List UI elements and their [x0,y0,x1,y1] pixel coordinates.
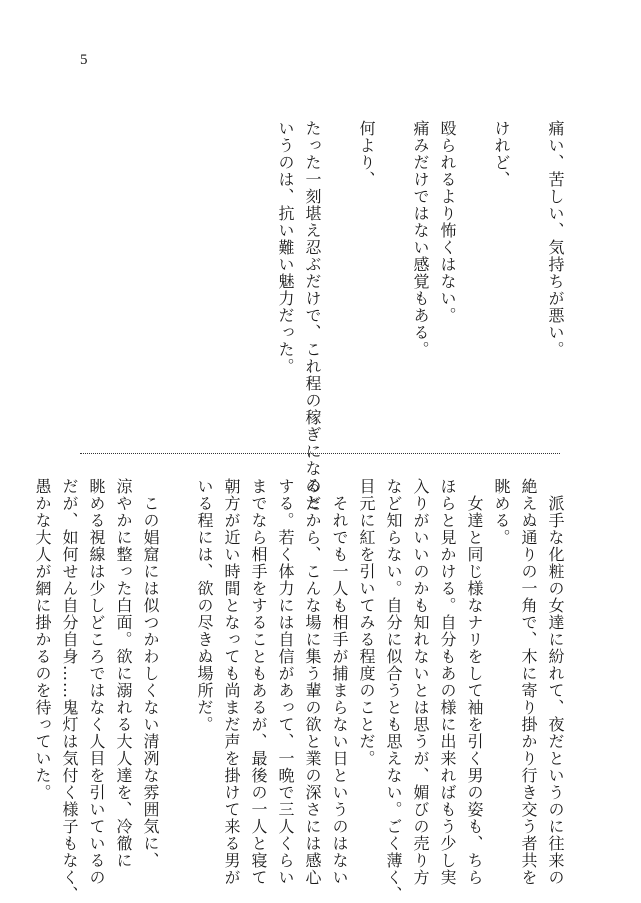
blank-line [455,120,482,440]
text-line: 絶えぬ通りの一角で、木に寄り掛かり行き交う者共を [519,478,538,886]
blank-line [320,120,347,440]
text-line: のだから、こんな場に集う輩の欲と業の深さには感心 [303,478,322,886]
text-line: ほらと見かける。自分もあの様に出来ればもう少し実 [438,478,457,886]
text-line: 眺める。 [492,478,511,546]
text-line: 女達と同じ様なナリをして袖を引く男の姿も、ちら [465,478,484,886]
section-divider [80,453,560,454]
text-line: 何より、 [357,120,376,188]
bottom-text-block [23,478,565,903]
text-line: 痛い、苦しい、気持ちが悪い。 [546,120,565,358]
page-number: 5 [80,52,88,68]
text-line: する。若く体力には自信があって、一晩で三人くらい [276,478,295,886]
text-line: 痛みだけではない感覚もある。 [411,120,430,358]
text-line: けれど、 [492,120,511,188]
text-line: いる程には、欲の尽きぬ場所だ。 [195,478,214,733]
top-text-block [266,120,565,511]
text-line: それでも一人も相手が捕まらない日というのはない [330,478,349,886]
text-line: 目元に紅を引いてみる程度のことだ。 [357,478,376,767]
text-line: など知らない。自分に似合うとも思えない。ごく薄く、 [384,478,403,903]
text-line: 派手な化粧の女達に紛れて、夜だというのに往来の [546,478,565,886]
text-line: この娼窟には似つかわしくない清冽な雰囲気に、 [141,478,160,869]
text-line: 朝方が近い時間となっても尚まだ声を掛けて来る男が [222,478,241,886]
text-line: 愚かな大人が網に掛かるのを待っていた。 [33,478,52,801]
text-line: だが、如何せん自分自身……鬼灯は気付く様子もなく、 [60,478,79,903]
text-line: たった一刻堪え忍ぶだけで、これ程の稼ぎになると [303,120,322,511]
blank-line [509,120,536,440]
blank-line [158,478,185,828]
text-line: までなら相手をすることもあるが、最後の一人と寝て [249,478,268,886]
text-line: 入りがいいのかも知れないとは思うが、媚びの売り方 [411,478,430,886]
text-line: 眺める視線は少しどころではなく人目を引いているの [87,478,106,886]
blank-line [374,120,401,440]
text-line: 殴られるより怖くはない。 [438,120,457,324]
text-line: いうのは、抗い難い魅力だった。 [276,120,295,375]
text-line: 涼やかに整った白面。欲に溺れる大人達を、冷徹に [114,478,133,869]
